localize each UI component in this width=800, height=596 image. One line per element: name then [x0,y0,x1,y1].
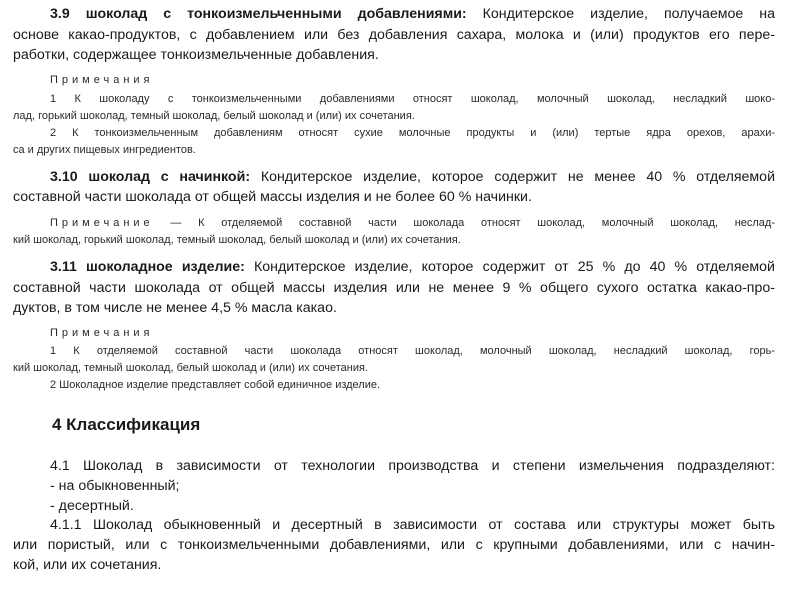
text-line [13,188,775,206]
line-text: 4.1.1 Шоколад обыкновенный и десертный в зависимости от состава или структуры может быть [50,517,775,533]
line-text: са и других пищевых ингредиентов. [13,144,196,156]
note-line [13,233,775,248]
text-line [13,26,775,44]
line-text: составной части шоколада от общей массы изделия или не менее 9 % общего сухого остатка какао-про- [13,280,775,296]
line-text: 2 К тонкоизмельченным добавлениям относят сухие молочные продукты и (или) тертые ядра орехов, арахи- [50,127,775,139]
term-label: 3.11 шоколадное изделие: [50,259,245,275]
text-line [13,536,775,554]
note-label: Примечания [50,327,154,339]
note-line [50,126,775,141]
line-text: 2 Шоколадное изделие представляет собой единичное изделие. [50,379,381,391]
line-text: 1 К шоколаду с тонкоизмельченными добавлениями относят шоколад, молочный шоколад, несладкий шоко- [50,93,775,105]
text-line [13,46,775,64]
text-line [50,258,775,276]
text-line [50,5,775,23]
line-text: составной части шоколада от общей массы изделия и не более 60 % начинки. [13,189,532,205]
text-line [50,457,775,475]
line-text: или пористый, или с тонкоизмельченными добавлениями, или с крупными добавлениями, или с начин- [13,537,775,553]
note-line [13,109,775,124]
term-label: 3.9 шоколад с тонкоизмельченными добавлениями: [50,6,467,22]
note-line [13,361,775,376]
line-text: лад, горький шоколад, темный шоколад, белый шоколад и (или) их сочетания. [13,110,415,122]
line-text: 4 Классификация [52,415,201,434]
note-line [50,73,775,88]
note-line [50,216,775,231]
line-text: кий шоколад, горький шоколад, темный шоколад, белый шоколад и (или) их сочетания. [13,234,461,246]
line-text: основе какао-продуктов, с добавлением или без добавления сахара, молока и (или) продуктов его пере- [13,27,775,43]
line-text: - десертный. [50,498,134,514]
line-text: Кондитерское изделие, которое содержит не менее 40 % отделяемой [250,169,775,185]
line-text: кой, или их сочетания. [13,557,162,573]
text-line [13,279,775,297]
text-line [50,516,775,534]
text-line [13,556,775,574]
line-text: 4.1 Шоколад в зависимости от технологии производства и степени измельчения подразделяют: [50,458,775,474]
line-text: Кондитерское изделие, которое содержит от 25 % до 40 % отделяемой [244,259,775,275]
line-text: - на обыкновенный; [50,478,180,494]
note-line [13,143,775,158]
line-text: — К отделяемой составной части шоколада относят шоколад, молочный шоколад, неслад- [153,217,775,229]
note-line [50,92,775,107]
note-label: Примечание [50,217,154,229]
text-line [50,168,775,186]
note-line [50,344,775,359]
note-line [50,326,775,341]
line-text: 1 К отделяемой составной части шоколада относят шоколад, молочный шоколад, несладкий шоколад, горь- [50,345,775,357]
line-text: Кондитерское изделие, получаемое на [466,6,775,22]
text-line [50,497,775,515]
text-line [13,299,775,317]
note-label: Примечания [50,74,154,86]
line-text: кий шоколад, темный шоколад, белый шоколад и (или) их сочетания. [13,362,369,374]
term-label: 3.10 шоколад с начинкой: [50,169,251,185]
text-line [50,477,775,495]
section-heading [52,415,777,435]
line-text: дуктов, в том числе не менее 4,5 % масла какао. [13,300,337,316]
note-line [50,378,775,393]
line-text: работки, содержащее тонкоизмельченные добавления. [13,47,379,63]
